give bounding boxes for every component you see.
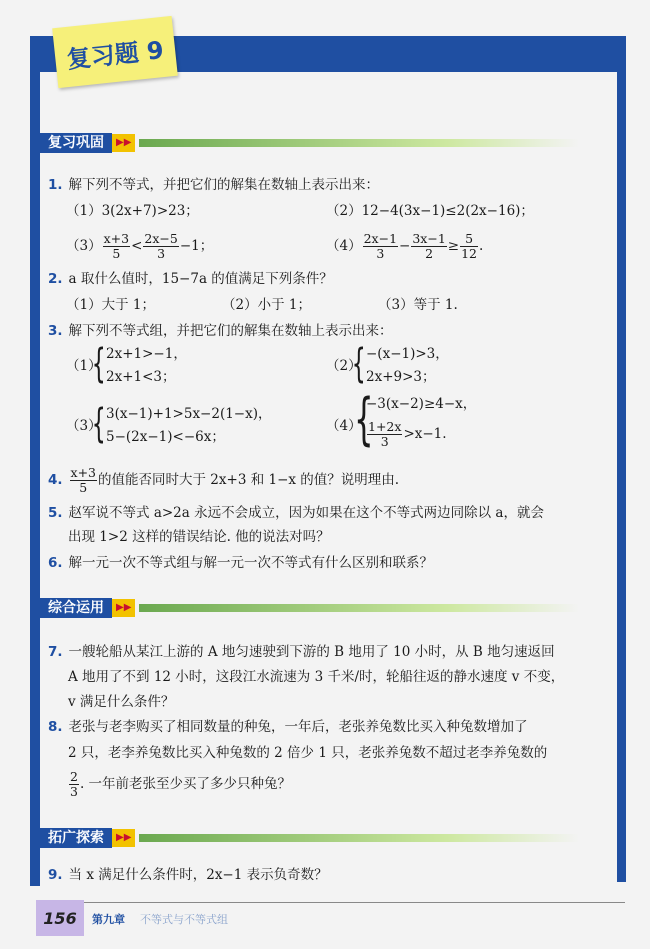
section-label: 综合运用 (40, 598, 112, 618)
section-divider (139, 604, 579, 612)
q3-part-3-label: （3） (66, 418, 102, 434)
section-label: 拓广探索 (40, 828, 112, 848)
question-1: 1. 解下列不等式，并把它们的解集在数轴上表示出来： (48, 177, 380, 193)
question-3: 3. 解下列不等式组，并把它们的解集在数轴上表示出来： (48, 323, 393, 339)
fraction: $\frac{3x-1}{2}$ (412, 231, 446, 261)
q3-part-4-line-2: $\frac{1+2x}{3}$ >x−1. (368, 419, 447, 449)
q3-part-4-label: （4） (326, 418, 362, 434)
q3-part-4-line-1: −3(x−2)≥4−x， (366, 396, 477, 412)
section-divider (139, 834, 579, 842)
q3-part-2-line-1: −(x−1)>3， (366, 346, 449, 362)
chapter-number: 第九章 (92, 913, 125, 926)
fraction: $\frac{2x-1}{3}$ (363, 231, 398, 261)
section-header-explore (40, 828, 579, 848)
question-8-line-3: $\frac{2}{3}$ . 一年前老张至少买了多少只种兔？ (70, 769, 292, 799)
fraction: $\frac{x+3}{5}$ (103, 231, 130, 261)
brace: { (91, 341, 106, 387)
q3-part-3-line-2: 5−(2x−1)<−6x； (106, 429, 225, 445)
q2-part-2: （2）小于 1； (222, 297, 311, 313)
q1-part-2: （2）12−4(3x−1)≤2(2x−16)； (326, 203, 534, 219)
arrow-icon: ▶▶ (112, 829, 135, 847)
q3-part-3-line-1: 3(x−1)+1>5x−2(1−x)， (106, 406, 272, 422)
question-7-line-3: v 满足什么条件？ (68, 694, 175, 710)
question-5-line-1: 5. 赵军说不等式 a>2a 永远不会成立，因为如果在这个不等式两边同除以 a，就会 (48, 505, 544, 521)
brace: { (351, 341, 366, 387)
q1-part-3: （3） $\frac{x+3}{5}$ < $\frac{2x-5}{3}$ −1； (66, 231, 214, 261)
left-frame-bar (30, 36, 40, 886)
question-6: 6. 解一元一次不等式组与解一元一次不等式有什么区别和联系？ (48, 555, 434, 571)
q3-part-2-line-2: 2x+9>3； (366, 369, 436, 385)
question-8-line-1: 8. 老张与老李购买了相同数量的种兔，一年后，老张养兔数比买入种兔数增加了 (48, 719, 528, 735)
q3-part-1-line-1: 2x+1>−1， (106, 346, 187, 362)
question-7-line-2: A 地用了不到 12 小时，这段江水流速为 3 千米/时，轮船往返的静水速度 v 不变， (68, 669, 565, 685)
q2-part-3: （3）等于 1. (378, 297, 458, 313)
question-8-line-2: 2 只，老李养兔数比买入种兔数的 2 倍少 1 只，老张养兔数不超过老李养兔数的 (68, 745, 548, 761)
chapter-title: 不等式与不等式组 (140, 913, 228, 926)
fraction: $\frac{1+2x}{3}$ (368, 419, 402, 449)
section-header-apply (40, 598, 579, 618)
question-2: 2. a 取什么值时，15−7a 的值满足下列条件？ (48, 271, 333, 287)
page-number: 156 (36, 900, 84, 936)
fraction: $\frac{x+3}{5}$ (70, 465, 97, 495)
title-sticky-note (52, 16, 178, 88)
right-frame-bar (617, 72, 626, 882)
q1-part-4: （4） $\frac{2x-1}{3}$ − $\frac{3x-1}{2}$ ≥ $\frac{5}{12}$ . (326, 231, 484, 261)
q3-part-2-label: （2） (326, 358, 362, 374)
question-7-line-1: 7. 一艘轮船从某江上游的 A 地匀速驶到下游的 B 地用了 10 小时，从 B 地匀速返回 (48, 644, 555, 660)
page-title: 复习题 9 (65, 35, 165, 74)
q2-part-1: （1）大于 1； (66, 297, 155, 313)
fraction: $\frac{2x-5}{3}$ (144, 231, 178, 261)
q3-part-1-label: （1） (66, 358, 102, 374)
arrow-icon: ▶▶ (112, 134, 135, 152)
brace: { (91, 401, 106, 447)
section-label: 复习巩固 (40, 133, 112, 153)
q3-part-1-line-2: 2x+1<3； (106, 369, 176, 385)
question-4: 4. $\frac{x+3}{5}$ 的值能否同时大于 2x+3 和 1−x 的值？说明理由. (48, 465, 400, 495)
footer-divider (40, 902, 625, 903)
section-header-review (40, 133, 579, 153)
q1-part-1: （1）3(2x+7)>23； (66, 203, 199, 219)
section-divider (139, 139, 579, 147)
question-9: 9. 当 x 满足什么条件时，2x−1 表示负奇数？ (48, 867, 328, 883)
fraction: $\frac{2}{3}$ (70, 769, 78, 799)
brace: { (354, 387, 374, 452)
fraction: $\frac{5}{12}$ (461, 231, 477, 261)
arrow-icon: ▶▶ (112, 599, 135, 617)
question-5-line-2: 出现 1>2 这样的错误结论. 他的说法对吗？ (68, 529, 330, 545)
